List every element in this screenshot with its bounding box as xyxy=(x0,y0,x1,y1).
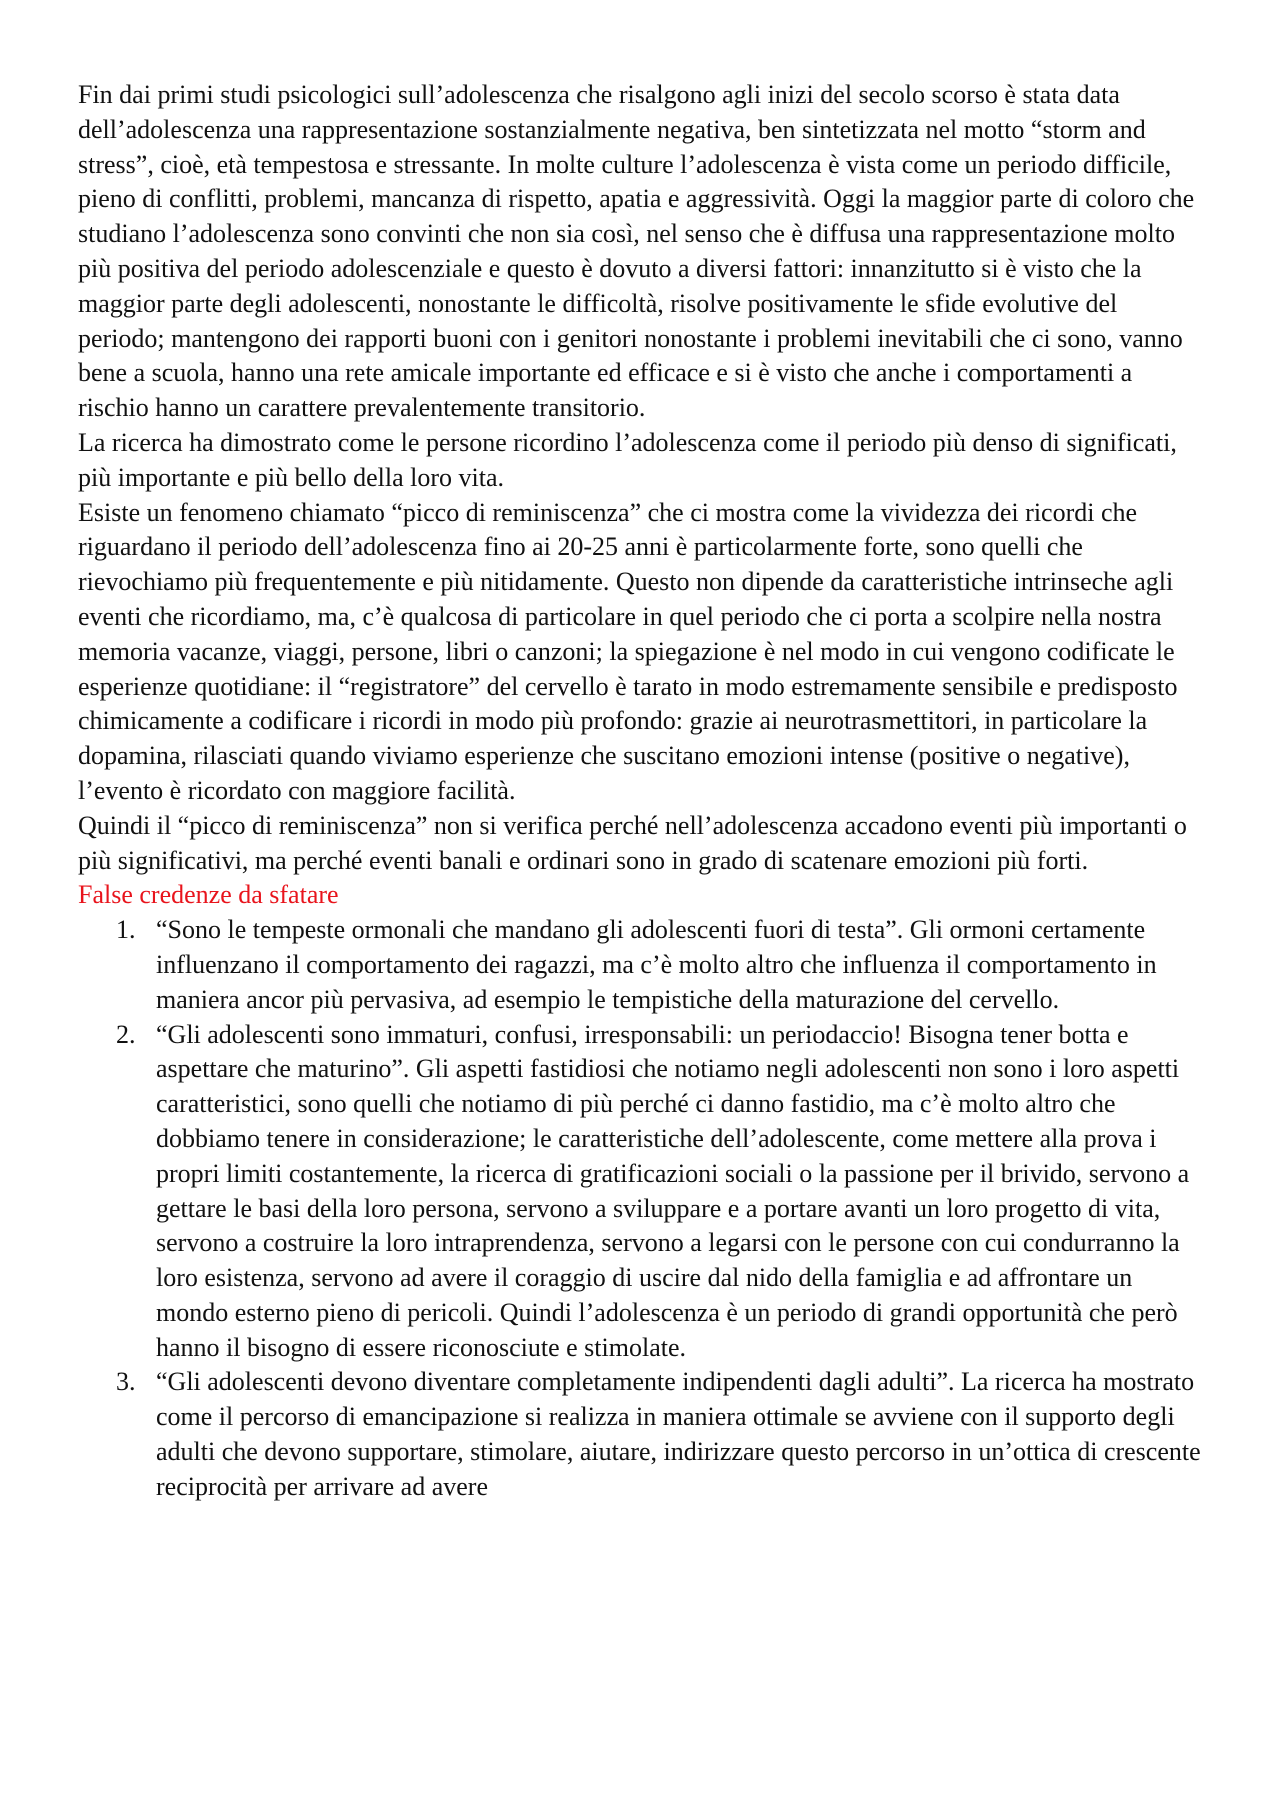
list-item-number: 2. xyxy=(116,1019,136,1049)
list-item-text: “Sono le tempeste ormonali che mandano gli adolescenti fuori di testa”. Gli ormoni certamente influenzano il comportamento dei ragazzi, ma c’è molto altro che influenza il comportamento in maniera ancor più pervasiva, ad esempio le tempistiche della maturazione del cervello. xyxy=(156,915,1157,1014)
paragraph-reminiscence-conclusion: Quindi il “picco di reminiscenza” non si verifica perché nell’adolescenza accadono eventi più importanti o più significativi, ma perché eventi banali e ordinari sono in grado di scatenare emozioni più forti. xyxy=(78,810,1187,875)
list-item-text: “Gli adolescenti devono diventare completamente indipendenti dagli adulti”. La ricerca ha mostrato come il percorso di emancipazione si realizza in maniera ottimale se avviene con il supporto degli adulti che devono supportare, stimolare, aiutare, indirizzare questo percorso in un’ottica di crescente reciprocità per arrivare ad avere xyxy=(156,1367,1201,1501)
paragraph-storm-and-stress: Fin dai primi studi psicologici sull’adolescenza che risalgono agli inizi del secolo scorso è stata data dell’adolescenza una rappresentazione sostanzialmente negativa, ben sintetizzata nel motto “storm and stress”, cioè, età tempestosa e stressante. In molte culture l’adolescenza è vista come un periodo difficile, pieno di conflitti, problemi, mancanza di rispetto, apatia e aggressività. Oggi la maggior parte di coloro che studiano l’adolescenza sono convinti che non sia così, nel senso che è diffusa una rappresentazione molto più positiva del periodo adolescenziale e questo è dovuto a diversi fattori: innanzitutto si è visto che la maggior parte degli adolescenti, nonostante le difficoltà, risolve positivamente le sfide evolutive del periodo; mantengono dei rapporti buoni con i genitori nonostante i problemi inevitabili che ci sono, vanno bene a scuola, hanno una rete amicale importante ed efficace e si è visto che anche i comportamenti a rischio hanno un carattere prevalentemente transitorio. xyxy=(78,80,1195,423)
list-item xyxy=(78,913,1208,1017)
document-page xyxy=(78,78,1208,1505)
paragraph-reminiscence-bump: Esiste un fenomeno chiamato “picco di reminiscenza” che ci mostra come la vividezza dei ricordi che riguardano il periodo dell’adolescenza fino ai 20-25 anni è particolarmente forte, sono quelli che rievochiamo più frequentemente e più nitidamente. Questo non dipende da caratteristiche intrinseche agli eventi che ricordiamo, ma, c’è qualcosa di particolare in quel periodo che ci porta a scolpire nella nostra memoria vacanze, viaggi, persone, libri o canzoni; la spiegazione è nel modo in cui vengono codificate le esperienze quotidiane: il “registratore” del cervello è tarato in modo estremamente sensibile e predisposto chimicamente a codificare i ricordi in modo più profondo: grazie ai neurotrasmettitori, in particolare la dopamina, rilasciati quando viviamo esperienze che suscitano emozioni intense (positive o negative), l’evento è ricordato con maggiore facilità. xyxy=(78,497,1178,805)
list-item-number: 1. xyxy=(116,915,136,945)
paragraph-research-memory: La ricerca ha dimostrato come le persone ricordino l’adolescenza come il periodo più denso di significati, più importante e più bello della loro vita. xyxy=(78,427,1177,492)
false-beliefs-list xyxy=(78,913,1208,1505)
list-item xyxy=(78,1018,1208,1366)
section-heading-false-beliefs: False credenze da sfatare xyxy=(78,880,339,910)
list-item xyxy=(78,1365,1208,1504)
list-item-number: 3. xyxy=(116,1367,136,1397)
list-item-text: “Gli adolescenti sono immaturi, confusi, irresponsabili: un periodaccio! Bisogna tener botta e aspettare che maturino”. Gli aspetti fastidiosi che notiamo negli adolescenti non sono i loro aspetti caratteristici, sono quelli che notiamo di più perché ci danno fastidio, ma c’è molto altro che dobbiamo tenere in considerazione; le caratteristiche dell’adolescente, come mettere alla prova i propri limiti costantemente, la ricerca di gratificazioni sociali o la passione per il brivido, servono a gettare le basi della loro persona, servono a sviluppare e a portare avanti un loro progetto di vita, servono a costruire la loro intraprendenza, servono a legarsi con le persone con cui condurranno la loro esistenza, servono ad avere il coraggio di uscire dal nido della famiglia e ad affrontare un mondo esterno pieno di pericoli. Quindi l’adolescenza è un periodo di grandi opportunità che però hanno il bisogno di essere riconosciute e stimolate. xyxy=(156,1019,1190,1362)
